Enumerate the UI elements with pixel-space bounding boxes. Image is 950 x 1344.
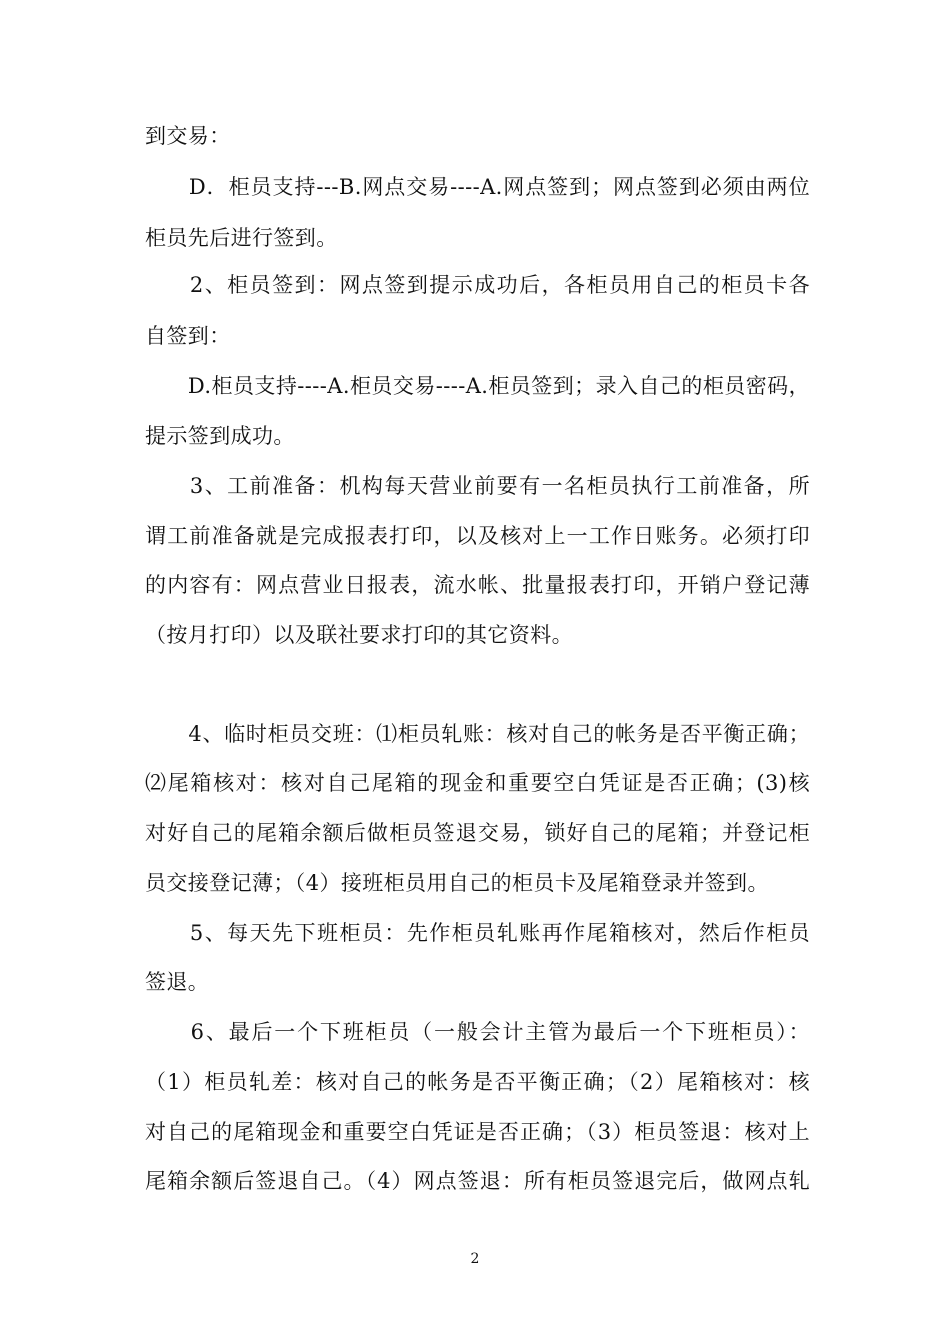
- text-line-7: 提示签到成功。: [145, 424, 295, 448]
- text-line-17: 签退。: [145, 970, 210, 994]
- text-line-3: 柜员先后进行签到。: [145, 226, 338, 250]
- text-line-13: ⑵尾箱核对：核对自己尾箱的现金和重要空白凭证是否正确；(3)核: [145, 771, 810, 795]
- text-line-20: 对自己的尾箱现金和重要空白凭证是否正确；（3）柜员签退：核对上: [145, 1120, 810, 1144]
- text-line-11: （按月打印）以及联社要求打印的其它资料。: [145, 623, 573, 647]
- text-line-12: 4、临时柜员交班：⑴柜员轧账：核对自己的帐务是否平衡正确；: [145, 722, 810, 746]
- text-line-18: 6、最后一个下班柜员（一般会计主管为最后一个下班柜员）：: [145, 1020, 810, 1044]
- text-line-8: 3、工前准备：机构每天营业前要有一名柜员执行工前准备，所: [145, 474, 810, 498]
- text-line-21: 尾箱余额后签退自己。（4）网点签退：所有柜员签退完后，做网点轧: [145, 1169, 810, 1193]
- text-line-1: 到交易：: [145, 124, 231, 148]
- page-number: 2: [470, 1251, 480, 1267]
- text-line-6: D.柜员支持----A.柜员交易----A.柜员签到；录入自己的柜员密码，: [145, 374, 810, 398]
- text-line-15: 员交接登记薄；（4）接班柜员用自己的柜员卡及尾箱登录并签到。: [145, 871, 769, 895]
- text-line-16: 5、每天先下班柜员：先作柜员轧账再作尾箱核对，然后作柜员: [145, 921, 810, 945]
- text-line-19: （1）柜员轧差：核对自己的帐务是否平衡正确；（2）尾箱核对：核: [145, 1070, 810, 1094]
- text-line-5: 自签到：: [145, 324, 231, 348]
- text-line-10: 的内容有：网点营业日报表，流水帐、批量报表打印，开销户登记薄: [145, 573, 810, 597]
- text-line-4: 2、柜员签到：网点签到提示成功后，各柜员用自己的柜员卡各: [145, 273, 810, 297]
- text-line-14: 对好自己的尾箱余额后做柜员签退交易，锁好自己的尾箱；并登记柜: [145, 821, 810, 845]
- text-line-9: 谓工前准备就是完成报表打印，以及核对上一工作日账务。必须打印: [145, 524, 810, 548]
- text-line-2: D．柜员支持---B.网点交易----A.网点签到；网点签到必须由两位: [145, 175, 810, 199]
